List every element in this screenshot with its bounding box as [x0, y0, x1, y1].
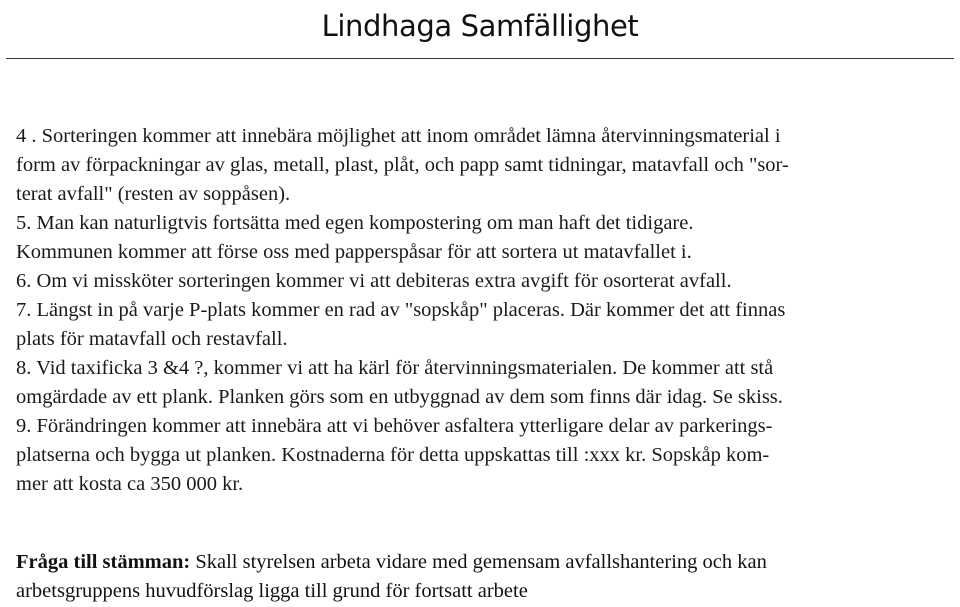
meeting-question [16, 548, 946, 606]
body-line-9: 8. Vid taxificka 3 &4 ?, kommer vi att ha kärl för återvinningsmaterialen. De kommer att stå [16, 357, 774, 379]
body-line-5: Kommunen kommer att förse oss med papperspåsar för att sortera ut matavfallet i. [16, 241, 692, 263]
question-label: Fråga till stämman: [16, 551, 191, 573]
body-line-12: platserna och bygga ut planken. Kostnaderna för detta uppskattas till :xxx kr. Sopskåp kom- [16, 444, 770, 466]
body-line-3: terat avfall" (resten av soppåsen). [16, 183, 291, 205]
title-divider [6, 58, 954, 59]
question-line-1 [16, 548, 946, 577]
body-line-10: omgärdade av ett plank. Planken görs som en utbyggnad av dem som finns där idag. Se skiss. [16, 386, 783, 408]
body-line-8: plats för matavfall och restavfall. [16, 328, 288, 350]
body-line-7: 7. Längst in på varje P-plats kommer en rad av "sopskåp" placeras. Där kommer det att finnas [16, 299, 786, 321]
body-line-6: 6. Om vi missköter sorteringen kommer vi att debiteras extra avgift för osorterat avfall. [16, 270, 732, 292]
body-line-11: 9. Förändringen kommer att innebära att vi behöver asfaltera ytterligare delar av parkerings- [16, 415, 773, 437]
body-line-13: mer att kosta ca 350 000 kr. [16, 473, 244, 495]
body-line-1: 4 . Sorteringen kommer att innebära möjlighet att inom området lämna återvinningsmaterial i [16, 125, 781, 147]
question-line-2: arbetsgruppens huvudförslag ligga till grund för fortsatt arbete [16, 580, 528, 602]
page-title: Lindhaga Samfällighet [321, 9, 639, 43]
question-text-1: Skall styrelsen arbeta vidare med gemensam avfallshantering och kan [190, 551, 767, 573]
body-line-2: form av förpackningar av glas, metall, plast, plåt, och papp samt tidningar, matavfall och "sor- [16, 154, 789, 176]
document-body [16, 122, 946, 499]
body-line-4: 5. Man kan naturligtvis fortsätta med egen kompostering om man haft det tidigare. [16, 212, 694, 234]
